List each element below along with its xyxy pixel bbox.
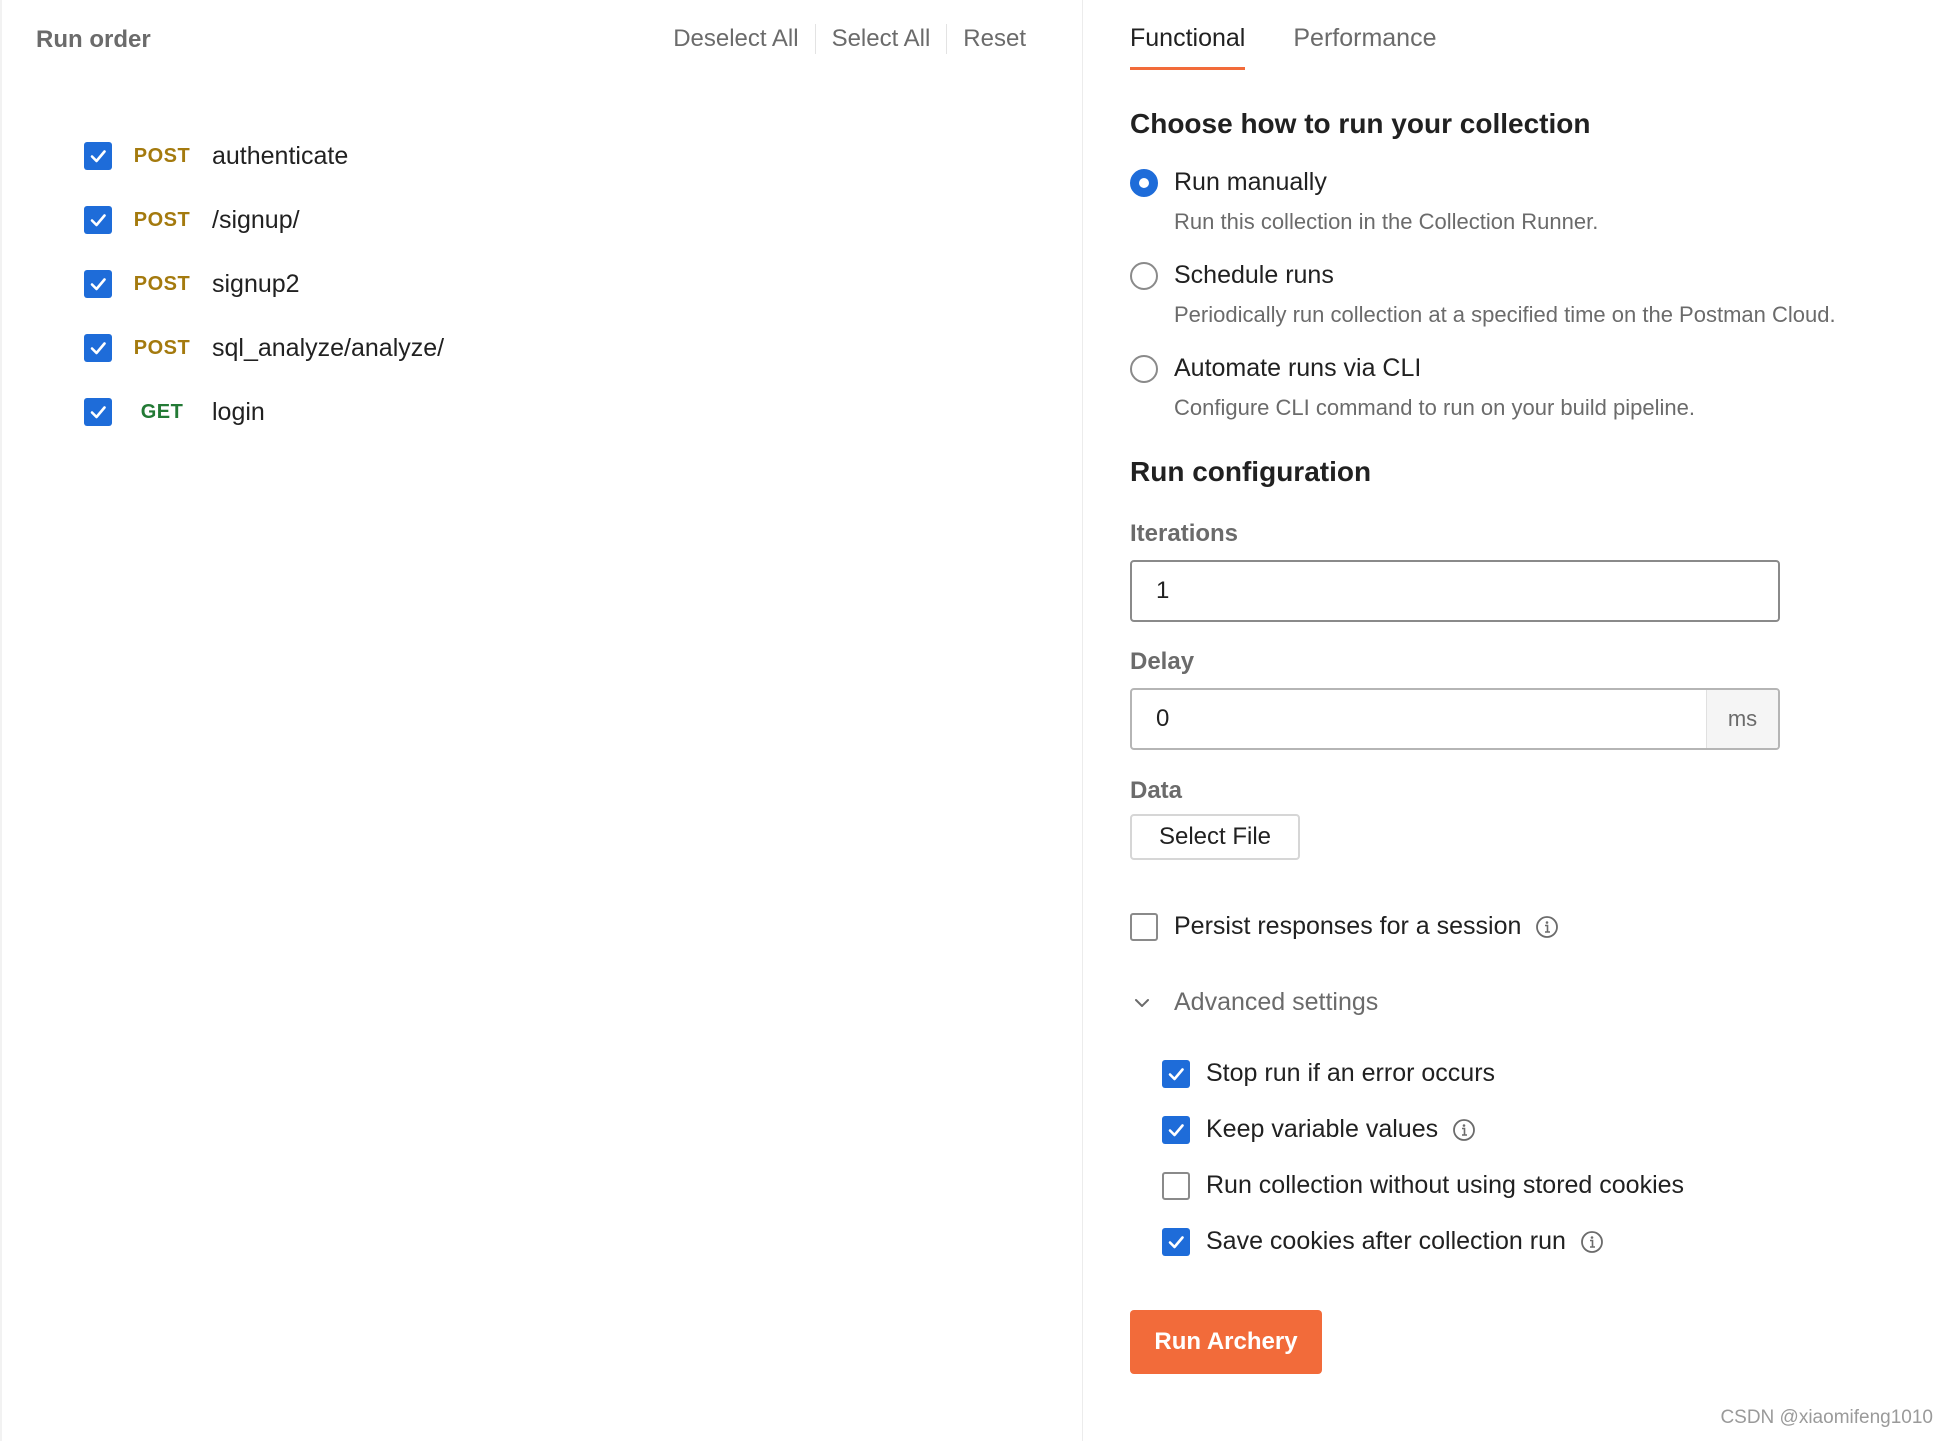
- advanced-settings-label: Advanced settings: [1174, 988, 1379, 1016]
- info-icon[interactable]: [1452, 1118, 1476, 1142]
- checkmark-icon: [88, 146, 108, 166]
- data-label: Data: [1130, 777, 1183, 804]
- radio-button[interactable]: [1130, 262, 1158, 290]
- deselect-all-button[interactable]: Deselect All: [673, 25, 799, 52]
- chevron-down-icon: [1130, 991, 1154, 1015]
- keep-variables-checkbox[interactable]: [1162, 1116, 1190, 1144]
- stop-on-error-label: Stop run if an error occurs: [1206, 1059, 1496, 1087]
- checkmark-icon: [1166, 1120, 1186, 1140]
- radio-button[interactable]: [1130, 355, 1158, 383]
- run-config-heading: Run configuration: [1130, 456, 1372, 487]
- radio-description: Configure CLI command to run on your build pipeline.: [1174, 395, 1695, 420]
- delay-value[interactable]: 0: [1156, 705, 1170, 732]
- radio-label: Run manually: [1174, 168, 1327, 196]
- request-row[interactable]: [84, 380, 444, 444]
- radio-description: Periodically run collection at a specified time on the Postman Cloud.: [1174, 302, 1836, 327]
- stop-on-error-checkbox[interactable]: [1162, 1060, 1190, 1088]
- delay-unit: ms: [1706, 690, 1778, 748]
- checkmark-icon: [1166, 1064, 1186, 1084]
- no-stored-cookies-checkbox[interactable]: [1162, 1172, 1190, 1200]
- keep-variables-label: Keep variable values: [1206, 1115, 1439, 1143]
- radio-automate-cli[interactable]: [1130, 354, 1836, 421]
- save-cookies-label: Save cookies after collection run: [1206, 1227, 1566, 1255]
- select-file-button[interactable]: Select File: [1130, 814, 1300, 860]
- request-name: authenticate: [212, 141, 349, 170]
- delay-label: Delay: [1130, 648, 1195, 675]
- radio-description: Run this collection in the Collection Runner.: [1174, 209, 1599, 234]
- radio-schedule-runs[interactable]: [1130, 261, 1836, 328]
- info-icon[interactable]: [1580, 1230, 1604, 1254]
- method-badge: POST: [133, 208, 191, 231]
- persist-responses-option[interactable]: [1130, 912, 1559, 941]
- request-checkbox[interactable]: [84, 398, 112, 426]
- iterations-label: Iterations: [1130, 520, 1239, 547]
- radio-run-manually[interactable]: [1130, 168, 1836, 235]
- save-cookies-checkbox[interactable]: [1162, 1228, 1190, 1256]
- request-list: [84, 124, 444, 444]
- run-mode-heading: Choose how to run your collection: [1130, 108, 1591, 139]
- request-checkbox[interactable]: [84, 334, 112, 362]
- run-mode-radio-group: [1130, 168, 1836, 447]
- request-row[interactable]: [84, 188, 444, 252]
- request-name: signup2: [212, 269, 300, 298]
- checkmark-icon: [88, 274, 108, 294]
- iterations-input[interactable]: 1: [1130, 560, 1780, 622]
- request-checkbox[interactable]: [84, 270, 112, 298]
- run-settings-pane: [1084, 0, 1947, 1441]
- request-row[interactable]: [84, 316, 444, 380]
- advanced-settings-toggle[interactable]: [1130, 988, 1378, 1017]
- method-badge: POST: [133, 336, 191, 359]
- request-name: /signup/: [212, 205, 300, 234]
- method-badge: GET: [140, 400, 184, 423]
- run-order-title: Run order: [36, 26, 151, 53]
- checkmark-icon: [88, 402, 108, 422]
- delay-input[interactable]: [1130, 688, 1780, 750]
- radio-button[interactable]: [1130, 169, 1158, 197]
- save-cookies-option[interactable]: [1162, 1227, 1604, 1256]
- watermark: CSDN @xiaomifeng1010: [1720, 1407, 1933, 1428]
- request-row[interactable]: [84, 252, 444, 316]
- request-checkbox[interactable]: [84, 142, 112, 170]
- run-collection-button[interactable]: Run Archery: [1130, 1310, 1322, 1374]
- checkmark-icon: [88, 210, 108, 230]
- run-mode-tabs: [1130, 24, 1484, 70]
- stop-on-error-option[interactable]: [1162, 1059, 1495, 1088]
- request-name: login: [212, 397, 265, 426]
- method-badge: POST: [133, 144, 191, 167]
- method-badge: POST: [133, 272, 191, 295]
- info-icon[interactable]: [1535, 915, 1559, 939]
- tab-performance[interactable]: Performance: [1293, 24, 1437, 52]
- keep-variables-option[interactable]: [1162, 1115, 1476, 1144]
- persist-label: Persist responses for a session: [1174, 912, 1522, 940]
- request-name: sql_analyze/analyze/: [212, 333, 445, 362]
- checkmark-icon: [1166, 1232, 1186, 1252]
- run-order-toolbar: [657, 24, 1042, 54]
- radio-label: Automate runs via CLI: [1174, 354, 1422, 382]
- select-all-button[interactable]: Select All: [831, 25, 931, 52]
- persist-checkbox[interactable]: [1130, 913, 1158, 941]
- checkmark-icon: [88, 338, 108, 358]
- no-stored-cookies-option[interactable]: [1162, 1171, 1684, 1200]
- reset-button[interactable]: Reset: [963, 25, 1026, 52]
- request-checkbox[interactable]: [84, 206, 112, 234]
- tab-functional[interactable]: Functional: [1130, 24, 1245, 70]
- request-row[interactable]: [84, 124, 444, 188]
- radio-label: Schedule runs: [1174, 261, 1334, 289]
- no-stored-cookies-label: Run collection without using stored cookies: [1206, 1171, 1685, 1199]
